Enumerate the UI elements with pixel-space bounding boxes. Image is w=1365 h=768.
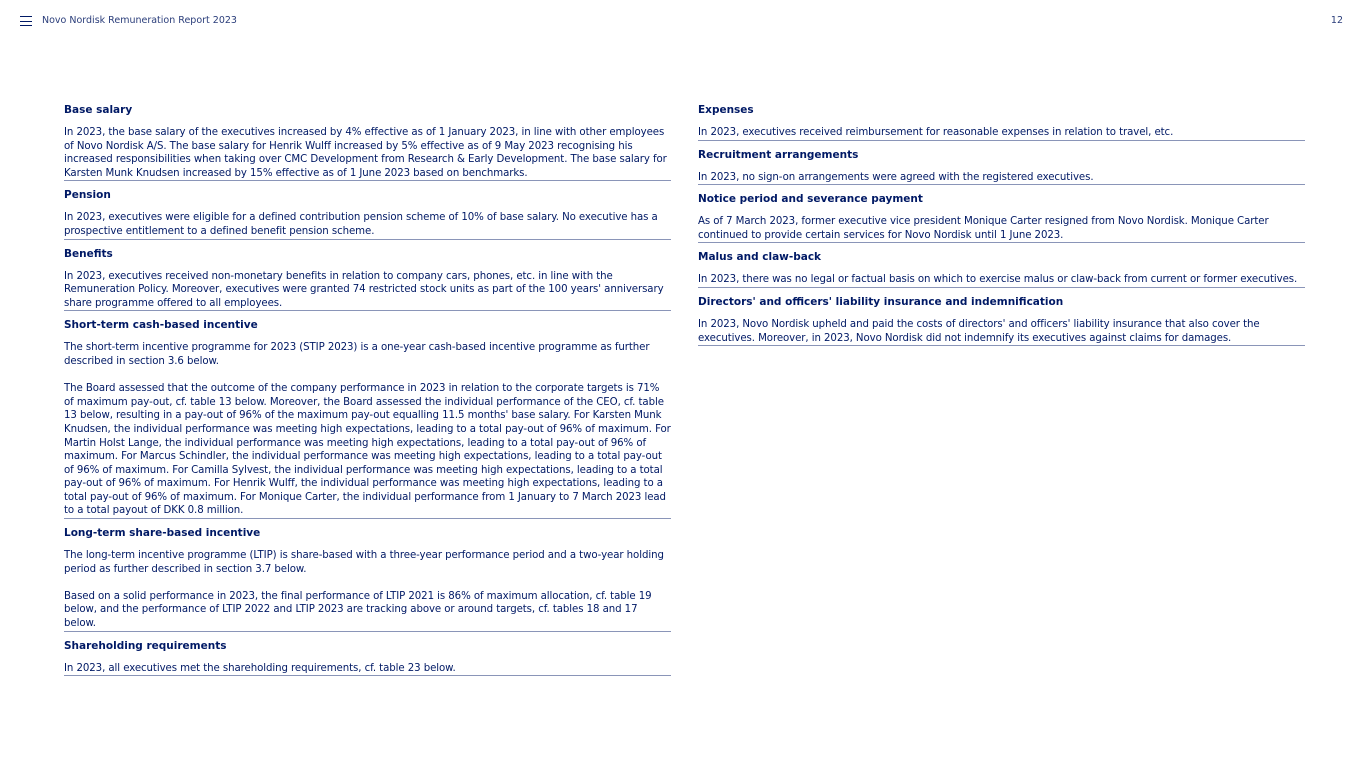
section-heading: Expenses (698, 104, 754, 116)
section-malus-claw-back (698, 249, 1305, 288)
section-heading: Directors' and officers' liability insurance and indemnification (698, 295, 1064, 308)
section-notice-period (698, 191, 1305, 243)
document-title: Novo Nordisk Remuneration Report 2023 (42, 15, 237, 26)
section-recruitment-arrangements (698, 147, 1305, 186)
section-heading: Benefits (64, 247, 113, 260)
section-expenses (698, 102, 1305, 141)
section-heading: Recruitment arrangements (698, 148, 859, 161)
right-column (698, 102, 1305, 346)
left-column (64, 102, 671, 676)
section-paragraph: In 2023, executives received reimbursement for reasonable expenses in relation to travel, etc. (698, 127, 1174, 138)
page-number: 12 (1330, 15, 1343, 26)
top-bar (0, 0, 1365, 44)
section-heading: Pension (64, 189, 111, 202)
section-benefits (64, 246, 671, 312)
section-paragraph: The long-term incentive programme (LTIP) is share-based with a three-year performance period and a two-year holding period as further described in section 3.7 below. (64, 550, 664, 575)
section-paragraph: In 2023, Novo Nordisk upheld and paid the costs of directors' and officers' liability insurance that also cover the executives. Moreover, in 2023, Novo Nordisk did not indemnify its executives against claims for damages. (698, 318, 1260, 344)
section-liability-insurance (698, 294, 1305, 346)
section-base-salary (64, 102, 671, 181)
section-heading: Notice period and severance payment (698, 193, 923, 206)
section-long-term-incentive (64, 525, 671, 632)
section-paragraph: In 2023, all executives met the shareholding requirements, cf. table 23 below. (64, 662, 456, 674)
section-paragraph: In 2023, the base salary of the executives increased by 4% effective as of 1 January 2023, in line with other employees of Novo Nordisk A/S. The base salary for Henrik Wulff increased by 5% effective as of 9 May 2023 recognising his increased responsibilities when taking over CMC Development from Research & Early Development. The base salary for Karsten Munk Knudsen increased by 15% effective as of 1 June 2023 based on benchmarks. (64, 127, 667, 179)
section-shareholding-requirements (64, 638, 671, 677)
section-paragraph: In 2023, no sign-on arrangements were agreed with the registered executives. (698, 171, 1094, 183)
section-paragraph: In 2023, there was no legal or factual basis on which to exercise malus or claw-back from current or former executives. (698, 274, 1298, 286)
section-paragraph: In 2023, executives were eligible for a defined contribution pension scheme of 10% of base salary. No executive has a prospective entitlement to a defined benefit pension scheme. (64, 212, 658, 237)
section-short-term-incentive (64, 317, 671, 519)
section-paragraph: The Board assessed that the outcome of the company performance in 2023 in relation to the corporate targets is 71% of maximum pay-out, cf. table 13 below. Moreover, the Board assessed the individual performance of the CEO, cf. table 13 below, resulting in a pay-out of 96% of the maximum pay-out equalling 11.5 months' base salary. For Karsten Munk Knudsen, the individual performance was meeting high expectations, leading to a total pay-out of 96% of maximum. For Martin Holst Lange, the individual performance was meeting high expectations, leading to a total pay-out of 96% of maximum. For Marcus Schindler, the individual performance was meeting high expectations, leading to a total pay-out of 96% of maximum. For Camilla Sylvest, the individual performance was meeting high expectations, leading to a total pay-out of 96% of maximum. For Henrik Wulff, the individual performance was meeting high expectations, leading to a total pay-out of 96% of maximum. For Monique Carter, the individual performance from 1 January to 7 March 2023 lead to a total payout of DKK 0.8 million. (64, 383, 671, 517)
section-pension (64, 187, 671, 239)
section-heading: Long-term share-based incentive (64, 527, 261, 540)
section-paragraph: As of 7 March 2023, former executive vice president Monique Carter resigned from Novo Nordisk. Monique Carter continued to provide certain services for Novo Nordisk until 1 June 2023. (698, 216, 1269, 241)
section-heading: Base salary (64, 104, 133, 116)
section-paragraph: Based on a solid performance in 2023, the final performance of LTIP 2021 is 86% of maximum allocation, cf. table 19 below, and the performance of LTIP 2022 and LTIP 2023 are tracking above or around targets, cf. tables 18 and 17 below. (64, 590, 652, 630)
section-paragraph: The short-term incentive programme for 2023 (STIP 2023) is a one-year cash-based incentive programme as further described in section 3.6 below. (64, 342, 650, 367)
hamburger-menu-icon[interactable] (20, 16, 34, 27)
section-heading: Short-term cash-based incentive (64, 319, 258, 332)
section-heading: Malus and claw-back (698, 251, 822, 264)
section-paragraph: In 2023, executives received non-monetary benefits in relation to company cars, phones, etc. in line with the Remuneration Policy. Moreover, executives were granted 74 restricted stock units as part of the 100 years' anniversary share programme offered to all employees. (64, 270, 664, 309)
section-heading: Shareholding requirements (64, 639, 227, 652)
